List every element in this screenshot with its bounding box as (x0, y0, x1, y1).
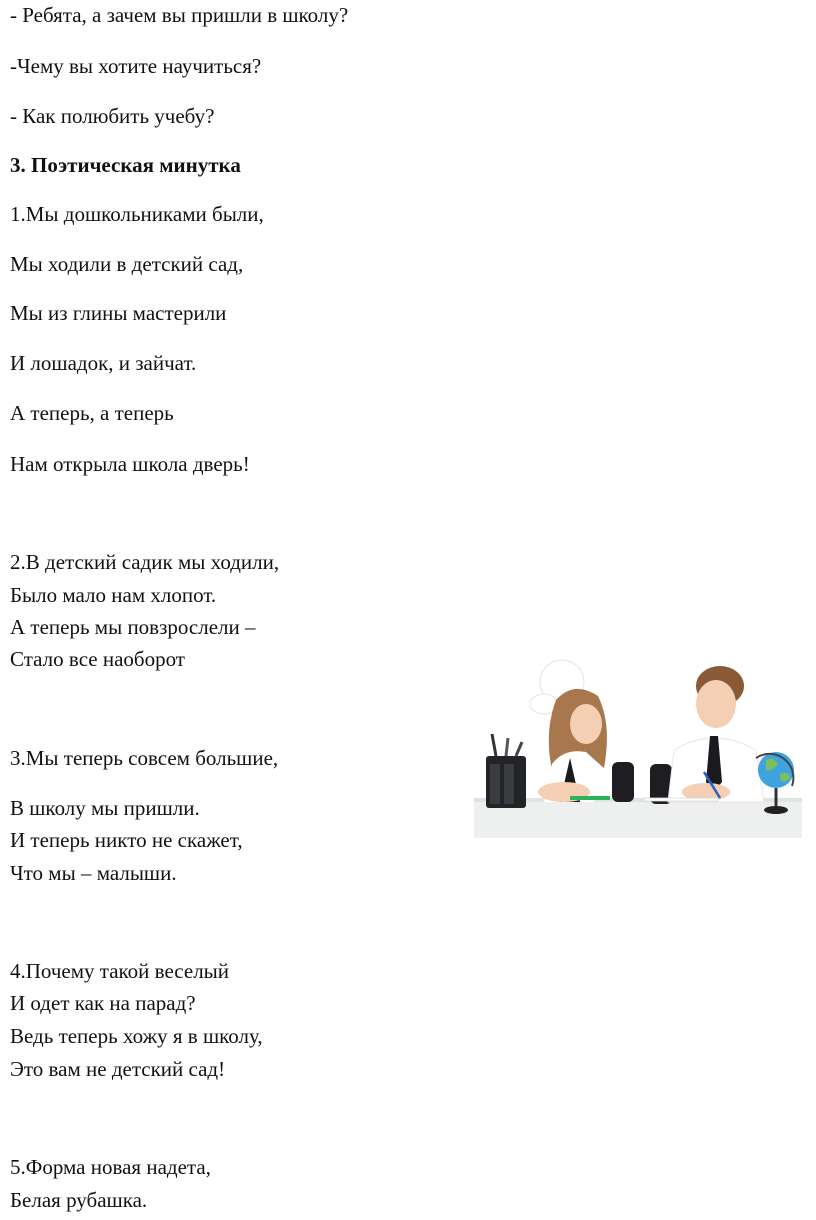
verse4-line-3: Ведь теперь хожу я в школу, (10, 1024, 263, 1048)
verse3-line-4: Что мы – малыши. (10, 861, 177, 885)
intro-question-2: -Чему вы хотите научиться? (10, 54, 262, 78)
intro-question-1: - Ребята, а зачем вы пришли в школу? (10, 3, 349, 27)
verse2-line-1: 2.В детский садик мы ходили, (10, 550, 280, 574)
verse2-line-3: А теперь мы повзрослели – (10, 615, 256, 639)
verse2-line-4: Стало все наоборот (10, 647, 185, 671)
verse1-line-5: А теперь, а теперь (10, 401, 174, 425)
verse1-line-4: И лошадок, и зайчат. (10, 351, 197, 375)
verse1-line-3: Мы из глины мастерили (10, 301, 227, 325)
verse3-line-2: В школу мы пришли. (10, 796, 200, 820)
verse1-line-1: 1.Мы дошкольниками были, (10, 202, 264, 226)
section-heading: 3. Поэтическая минутка (10, 153, 241, 177)
verse1-line-6: Нам открыла школа дверь! (10, 452, 250, 476)
verse3-line-3: И теперь никто не скажет, (10, 828, 243, 852)
verse2-line-2: Было мало нам хлопот. (10, 583, 217, 607)
verse1-line-2: Мы ходили в детский сад, (10, 252, 244, 276)
verse5-line-1: 5.Форма новая надета, (10, 1155, 211, 1179)
verse4-line-2: И одет как на парад? (10, 991, 196, 1015)
verse4-line-1: 4.Почему такой веселый (10, 959, 230, 983)
verse5-line-2: Белая рубашка. (10, 1188, 148, 1212)
schoolchildren-illustration (474, 652, 802, 838)
girl-figure (530, 660, 610, 802)
verse3-line-1: 3.Мы теперь совсем большие, (10, 746, 279, 770)
verse4-line-4: Это вам не детский сад! (10, 1057, 226, 1081)
pencil-holder-icon (486, 734, 526, 808)
intro-question-3: - Как полюбить учебу? (10, 104, 215, 128)
